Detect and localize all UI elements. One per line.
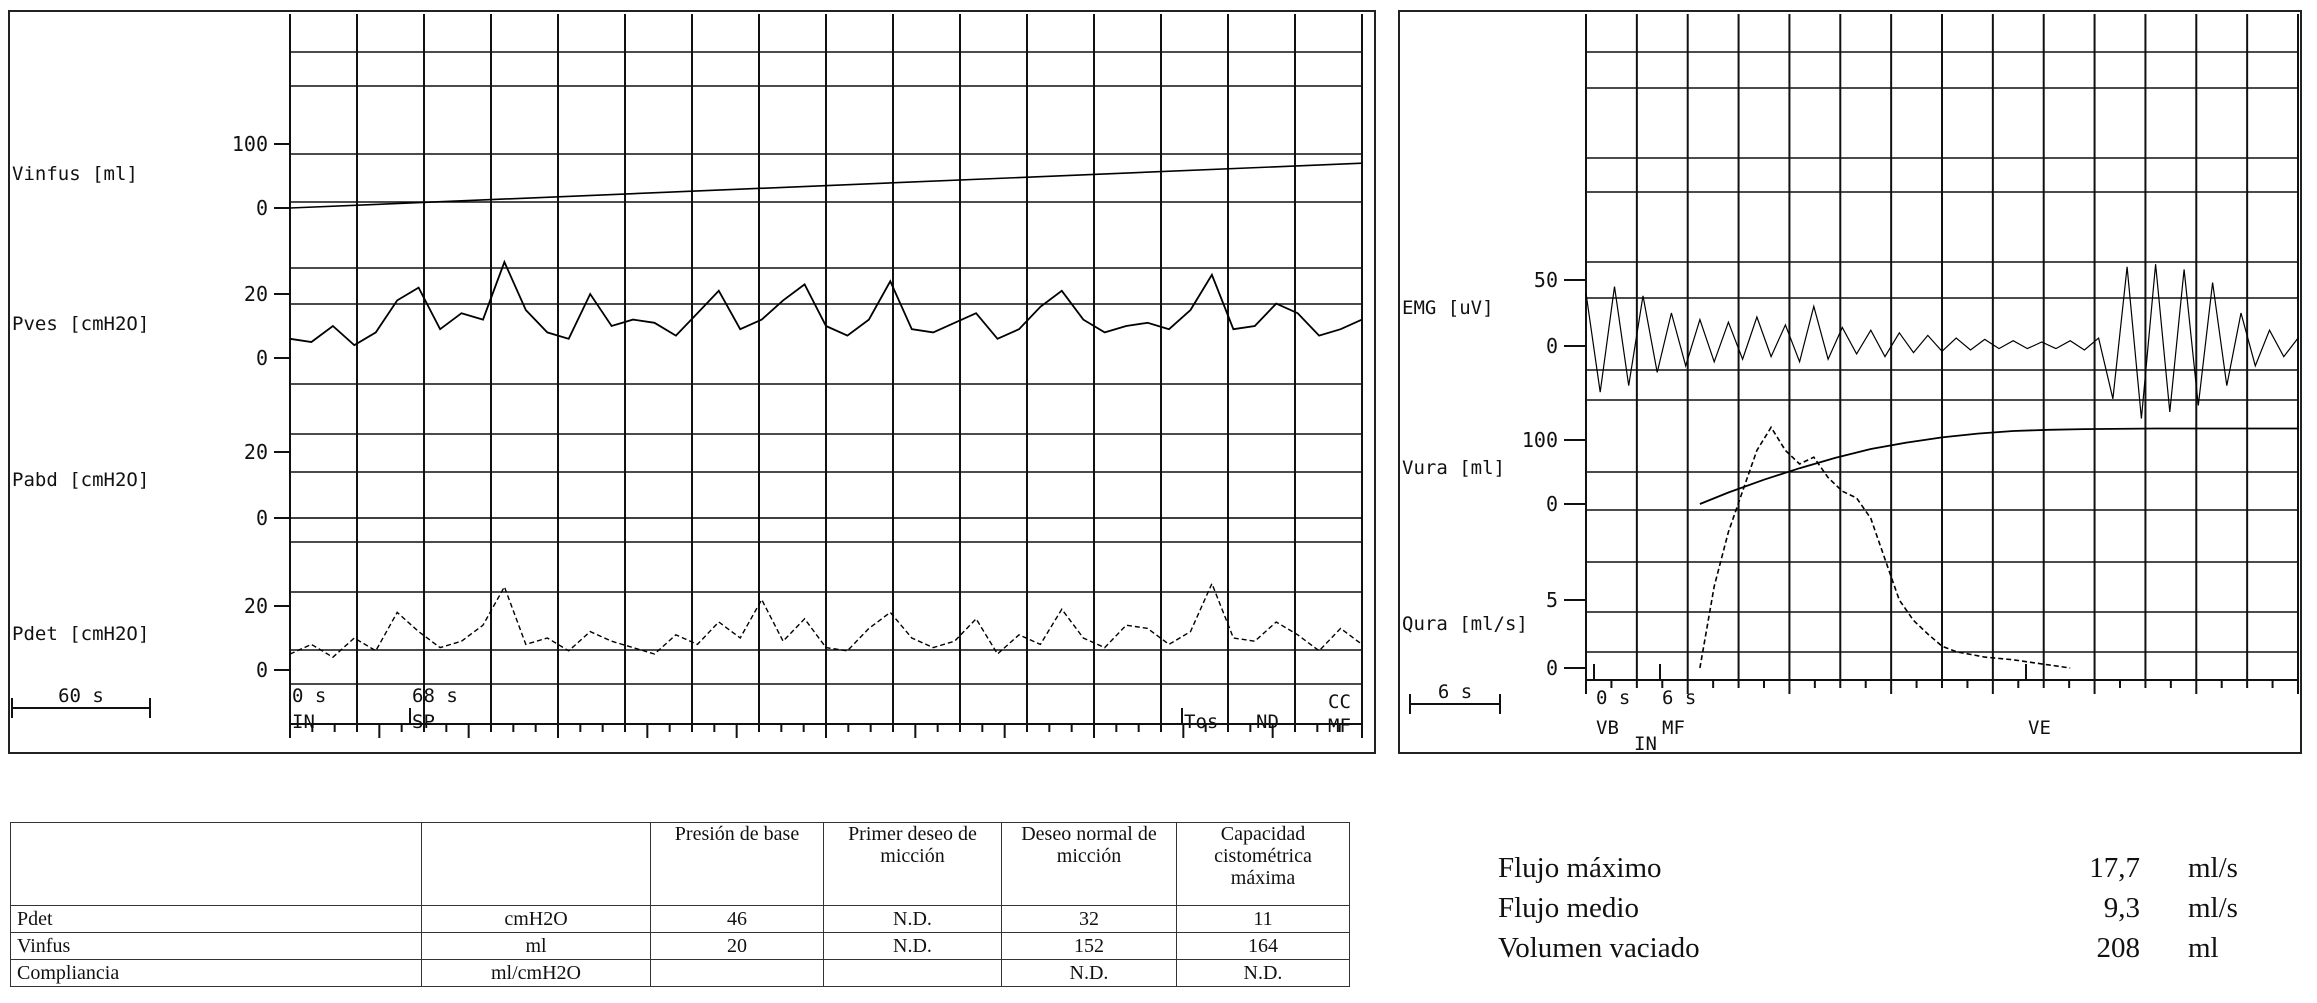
channel-label: Vura [ml]	[1402, 457, 1505, 479]
scale-tick-label: 20	[243, 594, 268, 618]
flow-summary-value: 17,7	[2089, 852, 2140, 884]
scale-tick-label: 20	[243, 282, 268, 306]
table-row	[11, 906, 1350, 933]
table-cell: cmH2O	[422, 906, 651, 933]
table-cell	[651, 960, 824, 987]
event-mark-label: 0 s	[292, 685, 327, 707]
flow-summary-label: Volumen vaciado	[1498, 932, 1700, 964]
channel-label: Vinfus [ml]	[12, 163, 138, 185]
table-cell: Vinfus	[11, 933, 422, 960]
cystometry-results-table	[10, 822, 1350, 987]
scale-tick-label: 0	[255, 658, 268, 682]
table-header-cell: Deseo normal de micción	[1002, 823, 1177, 906]
flow-summary-value: 208	[2096, 932, 2140, 964]
table-row	[11, 960, 1350, 987]
table-cell: Compliancia	[11, 960, 422, 987]
scale-tick-label: 100	[231, 132, 268, 156]
scale-bar-label: 60 s	[58, 685, 104, 707]
flow-summary-unit: ml/s	[2188, 892, 2238, 924]
table-cell: N.D.	[1177, 960, 1350, 987]
cystometry-plot	[10, 12, 1374, 752]
scale-tick-label: 0	[255, 346, 268, 370]
table-cell: N.D.	[824, 906, 1002, 933]
table-header-cell	[422, 823, 651, 906]
table-cell: 152	[1002, 933, 1177, 960]
event-mark-label: ND	[1256, 711, 1279, 733]
uroflow-summary	[1498, 848, 2258, 968]
table-cell: ml/cmH2O	[422, 960, 651, 987]
event-mark-label: 0 s	[1596, 687, 1631, 709]
uroflowmetry-plot	[1400, 12, 2300, 752]
flow-summary-row	[1498, 848, 2258, 888]
scale-tick-label: 5	[1545, 588, 1558, 612]
table-header-cell: Capacidad cistométrica máxima	[1177, 823, 1350, 906]
table-cell: 20	[651, 933, 824, 960]
flow-summary-unit: ml	[2188, 932, 2219, 964]
scale-bar-label: 6 s	[1437, 681, 1473, 703]
cystometry-chart	[8, 10, 1376, 754]
flow-summary-unit: ml/s	[2188, 852, 2238, 884]
flow-summary-value: 9,3	[2103, 892, 2140, 924]
table-cell: Pdet	[11, 906, 422, 933]
table-cell: 46	[651, 906, 824, 933]
table-cell: N.D.	[1002, 960, 1177, 987]
table-header-cell: Primer deseo de micción	[824, 823, 1002, 906]
event-mark-code: VE	[2028, 717, 2051, 739]
channel-label: Pves [cmH2O]	[12, 313, 150, 335]
table-header-row	[11, 823, 1350, 906]
event-mark-code: VB	[1596, 717, 1619, 739]
channel-label: EMG [uV]	[1402, 297, 1494, 319]
flow-summary-label: Flujo medio	[1498, 892, 1639, 924]
table-cell: 32	[1002, 906, 1177, 933]
channel-label: Pdet [cmH2O]	[12, 623, 150, 645]
event-mark-code: IN	[1634, 733, 1657, 752]
scale-tick-label: 0	[255, 196, 268, 220]
flow-summary-row	[1498, 888, 2258, 928]
flow-summary-label: Flujo máximo	[1498, 852, 1662, 884]
scale-tick-label: 100	[1521, 428, 1558, 452]
channel-label: Pabd [cmH2O]	[12, 469, 150, 491]
scale-tick-label: 0	[255, 506, 268, 530]
table-cell: 164	[1177, 933, 1350, 960]
event-mark-label: CC	[1328, 691, 1351, 713]
table-cell: 11	[1177, 906, 1350, 933]
event-mark-label: 68 s	[412, 685, 458, 707]
channel-label: Qura [ml/s]	[1402, 613, 1528, 635]
table-cell: ml	[422, 933, 651, 960]
scale-tick-label: 20	[243, 440, 268, 464]
table-cell	[824, 960, 1002, 987]
table-cell: N.D.	[824, 933, 1002, 960]
scale-tick-label: 0	[1545, 334, 1558, 358]
scale-tick-label: 50	[1533, 268, 1558, 292]
uroflowmetry-chart	[1398, 10, 2302, 754]
table-row	[11, 933, 1350, 960]
event-mark-code: MF	[1662, 717, 1685, 739]
event-mark-label: Tos	[1184, 711, 1219, 733]
event-mark-code: SP	[412, 711, 435, 733]
flow-summary-row	[1498, 928, 2258, 968]
table-header-cell: Presión de base	[651, 823, 824, 906]
table-header-cell	[11, 823, 422, 906]
event-mark-code: MF	[1328, 715, 1351, 737]
event-mark-label: 6 s	[1662, 687, 1697, 709]
scale-tick-label: 0	[1545, 656, 1558, 680]
trace-line	[1700, 427, 2070, 668]
scale-tick-label: 0	[1545, 492, 1558, 516]
event-mark-code: IN	[292, 711, 315, 733]
